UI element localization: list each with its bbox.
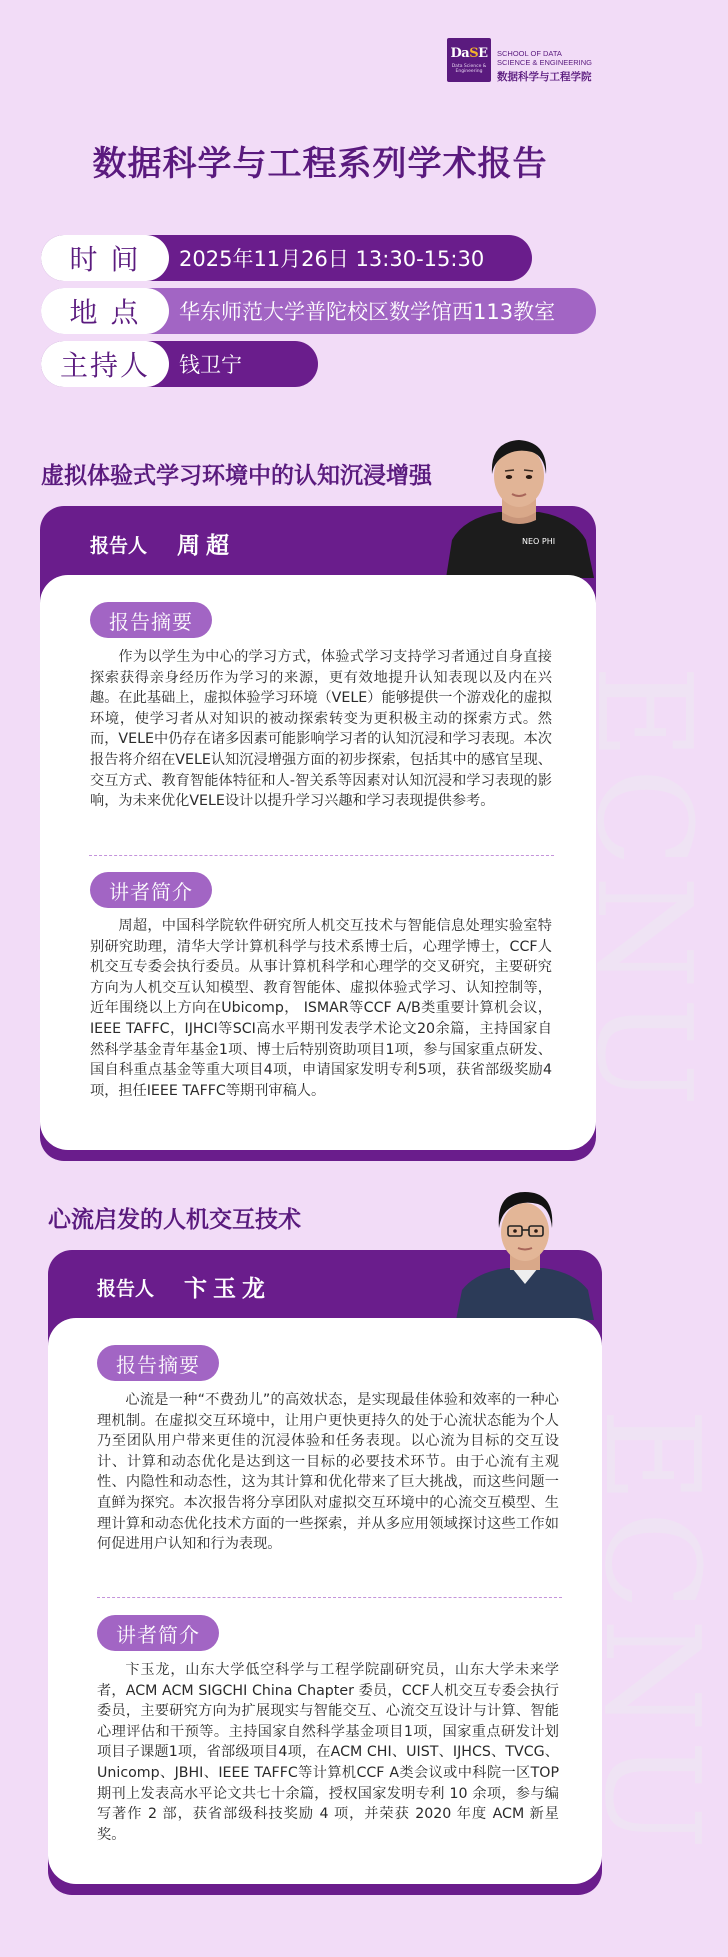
talk-2-title: 心流启发的人机交互技术 [48,1206,301,1233]
talk-2-speaker-name: 卞玉龙 [184,1275,271,1302]
time-row [41,235,532,281]
talk-1-abstract: 作为以学生为中心的学习方式，体验式学习支持学习者通过自身直接探索获得亲身经历作为学习的来源，更有效地提升认知表现以及内在兴趣。在此基础上，虚拟体验学习环境（VELE）能够提供一个游戏化的虚拟环境，使学习者从对知识的被动探索转变为更积极主动的探索方式。然而，VELE中仍存在诸多因素可能影响学习者的认知沉浸和学习表现。本次报告将介绍在VELE认知沉浸增强方面的初步探索，包括其中的感官呈现、交互方式、教育智能体特征和人-智关系等因素对认知沉浸和学习表现的影响，为未来优化VELE设计以提升学习兴趣和学习表现提供参考。 [90,649,552,810]
school-name-cn: 数据科学与工程学院 [497,71,592,83]
talk-1-abstract-badge: 报告摘要 [90,602,212,638]
talk-2-speaker-label: 报告人 [97,1278,155,1300]
talk-1-bio: 周超，中国科学院软件研究所人机交互技术与智能信息处理实验室特别研究助理，清华大学计算机科学与技术系博士后，心理学博士，CCF人机交互专委会执行委员。从事计算机科学和心理学的交叉研究，主要研究方向为人机交互认知模型、教育智能体、虚拟体验式学习、认知控制等，近年围绕以上方向在Ubicomp， ISMAR等CCF A/B类重要计算机会议，IEEE TAFFC，IJHCI等SCI高水平期刊发表学术论文20余篇，主持国家自然科学基金青年基金1项、博士后特别资助项目1项，参与国家重点研发、国自科重点基金等重大项目4项，申请国家发明专利5项，获省部级奖励4项，担任IEEE TAFFC等期刊审稿人。 [90,918,552,1099]
talk-2-speaker-photo [452,1180,598,1320]
talk-2-abstract-badge: 报告摘要 [97,1345,219,1381]
talk-1-speaker-label: 报告人 [90,535,148,557]
talk-2-bio-badge: 讲者简介 [97,1615,219,1651]
place-value: 华东师范大学普陀校区数学馆西113教室 [179,300,556,324]
school-logo [447,38,607,86]
talk-2-abstract: 心流是一种“不费劲儿”的高效状态，是实现最佳体验和效率的一种心理机制。在虚拟交互环境中，让用户更快更持久的处于心流状态能为个人乃至团队用户带来更佳的沉浸体验和任务表现。以心流为目标的交互设计、计算和动态优化是达到这一目标的必要技术环节。由于心流有主观性、内隐性和动态性，这为其计算和优化带来了巨大挑战，而这些问题一直鲜为探究。本次报告将分享团队对虚拟交互环境中的心流交互模型、生理计算和动态优化技术方面的一些探索，并从多应用领域探讨这些工作如何促进用户认知和行为表现。 [97,1392,559,1553]
school-name-en: SCHOOL OF DATA SCIENCE & ENGINEERING [497,49,593,67]
talk-2-divider [97,1597,562,1598]
talk-1-shirt-print: NEO PHI [522,537,556,546]
page-title: 数据科学与工程系列学术报告 [92,144,548,184]
dase-logo-mark: DaSE Data Science & Engineering [447,38,491,82]
talk-1-content [40,575,720,1150]
talk-1-divider [89,855,554,856]
talk-2-bio: 卞玉龙，山东大学低空科学与工程学院副研究员，山东大学未来学者，ACM ACM SIGCHI China Chapter 委员，CCF人机交互专委会执行委员，主要研究方向为扩展现实与智能交互、心流交互设计与计算、智能心理评估和干预等。主持国家自然科学基金项目1项，国家重点研发计划项目子课题1项，省部级项目4项，在ACM CHI、UIST、IJHCS、TVCG、Unicomp、JBHI、IEEE TAFFC等计算机CCF A类会议或中科院一区TOP期刊上发表高水平论文共七十余篇，授权国家发明专利 10 余项，参与编写著作 2 部，获省部级科技奖励 4 项，并荣获 2020 年度 ACM 新星奖。 [97,1662,559,1843]
talk-1-speaker-photo [444,428,594,578]
ecnu-watermark: ECNU [568,665,720,1115]
talk-2-content [48,1318,728,1884]
host-value: 钱卫宁 [179,353,242,377]
host-row [41,341,318,387]
time-value: 2025年11月26日 13:30-15:30 [179,247,485,271]
place-label: 地 点 [41,288,169,334]
place-row [41,288,596,334]
ecnu-watermark: ECNU [576,1408,728,1858]
talk-1-bio-badge: 讲者简介 [90,872,212,908]
host-label: 主持人 [41,341,169,387]
talk-1-speaker-name: 周超 [177,532,235,559]
time-label: 时 间 [41,235,169,281]
talk-1-title: 虚拟体验式学习环境中的认知沉浸增强 [41,462,432,489]
